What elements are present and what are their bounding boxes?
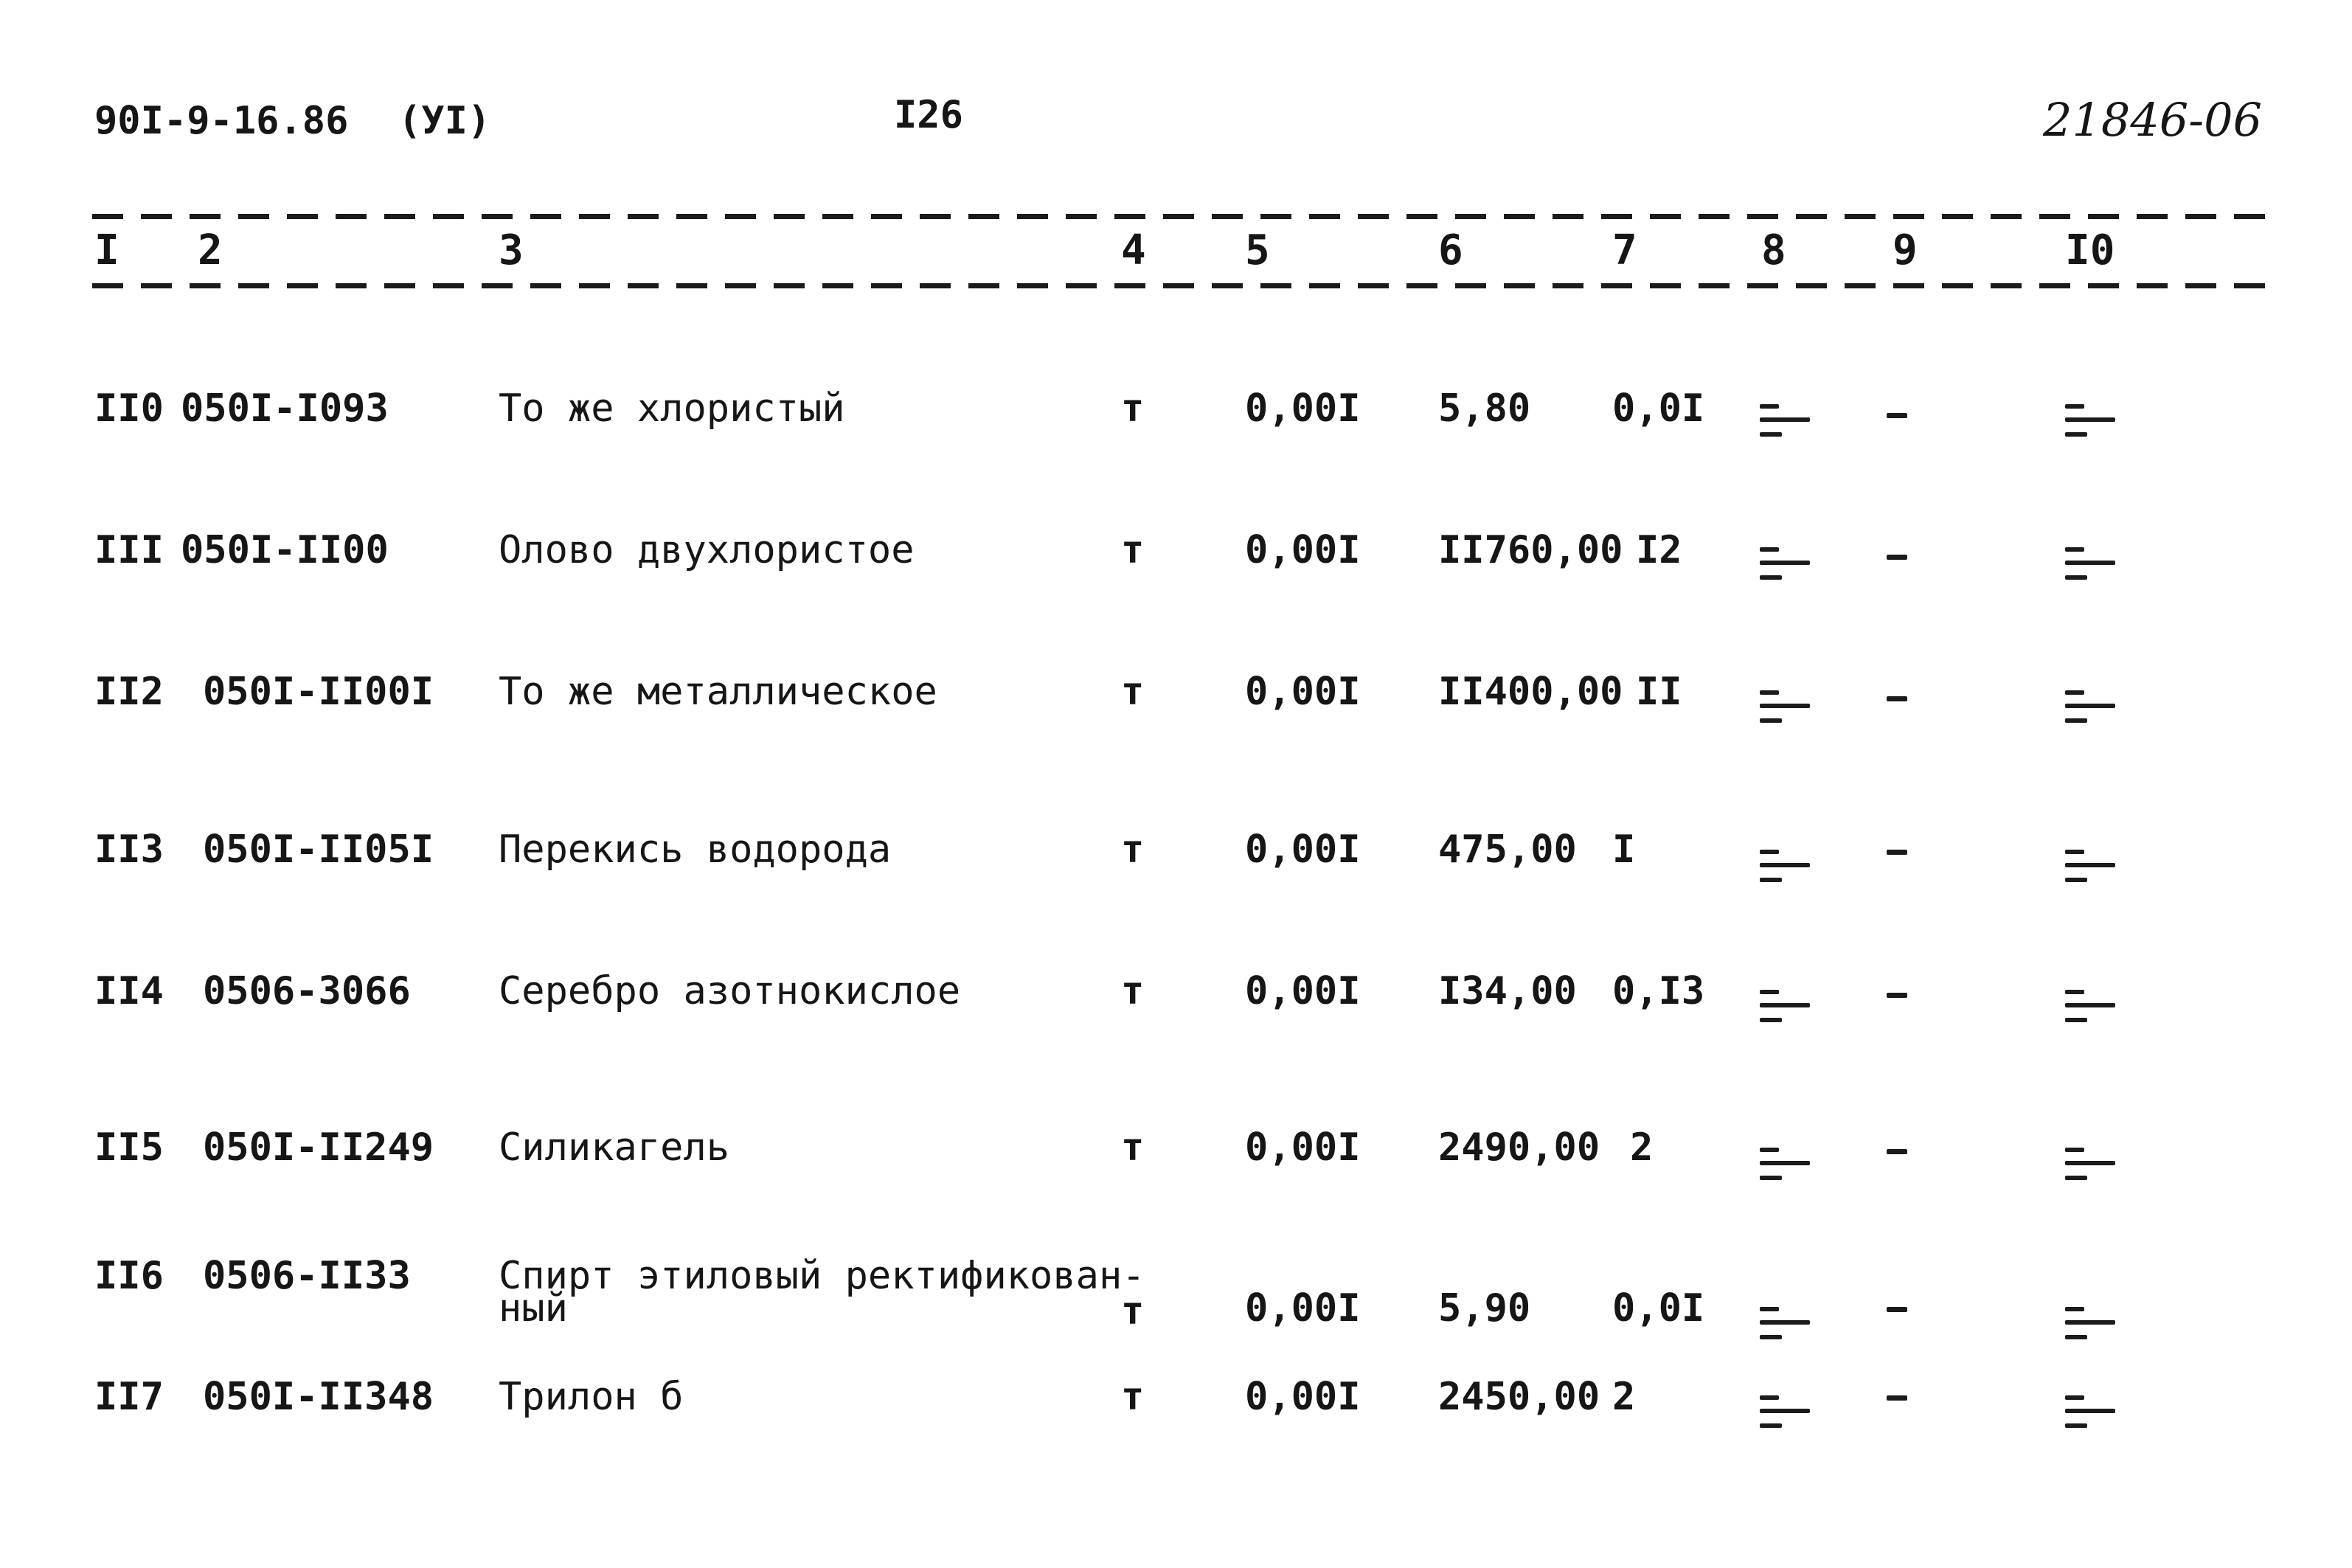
- row-name: Силикагель: [499, 1125, 730, 1170]
- row-unit: т: [1121, 386, 1145, 431]
- document-part: (УI): [398, 99, 491, 143]
- row-col7: 2: [1630, 1125, 1654, 1170]
- row-number: II6: [94, 1254, 164, 1298]
- header-top-rule: [92, 214, 2275, 219]
- dash-mark-col9: [1887, 1307, 1907, 1312]
- ditto-mark-col10: [2065, 689, 2117, 726]
- ditto-mark-col10: [2065, 1305, 2117, 1342]
- row-col5: 0,00I: [1245, 1375, 1361, 1419]
- ditto-mark-col8: [1760, 689, 1811, 726]
- ditto-mark-col10: [2065, 1394, 2117, 1431]
- row-unit: т: [1121, 528, 1145, 572]
- row-code: 050I-II249: [203, 1125, 434, 1170]
- row-col7: I2: [1636, 528, 1682, 572]
- row-col6: I34,00: [1438, 969, 1577, 1013]
- column-header-10: I0: [2065, 226, 2115, 274]
- column-header-2: 2: [198, 226, 223, 274]
- column-header-3: 3: [499, 226, 524, 274]
- ditto-mark-col10: [2065, 546, 2117, 583]
- dash-mark-col9: [1887, 696, 1907, 701]
- row-number: II2: [94, 670, 164, 714]
- row-name: Спирт этиловый ректификован-: [499, 1254, 1145, 1298]
- row-col7: 0,0I: [1612, 1286, 1705, 1331]
- row-number: II3: [94, 828, 164, 872]
- column-header-4: 4: [1121, 226, 1146, 274]
- column-header-7: 7: [1612, 226, 1637, 274]
- row-code: 050I-II00: [181, 528, 389, 572]
- dash-mark-col9: [1887, 850, 1907, 855]
- row-col7: 0,I3: [1612, 969, 1705, 1013]
- row-code: 050I-II348: [203, 1375, 434, 1419]
- ditto-mark-col8: [1760, 988, 1811, 1025]
- row-col6: II400,00: [1438, 670, 1623, 714]
- row-unit: т: [1121, 670, 1145, 714]
- row-col7: II: [1636, 670, 1682, 714]
- row-name: Перекись водорода: [499, 828, 892, 872]
- row-name: Серебро азотнокислое: [499, 969, 961, 1013]
- column-header-6: 6: [1438, 226, 1463, 274]
- row-number: II7: [94, 1375, 164, 1419]
- dash-mark-col9: [1887, 993, 1907, 998]
- ditto-mark-col8: [1760, 1146, 1811, 1183]
- document-code: 90I-9-16.86: [94, 99, 349, 143]
- row-col5: 0,00I: [1245, 828, 1361, 872]
- column-header-8: 8: [1761, 226, 1786, 274]
- row-col6: 2450,00: [1438, 1375, 1600, 1419]
- handwritten-stamp: 21846-06: [2043, 93, 2263, 147]
- row-col7: I: [1612, 828, 1636, 872]
- column-header-1: I: [94, 226, 119, 274]
- row-col7: 2: [1612, 1375, 1636, 1419]
- row-name: То же хлористый: [499, 386, 845, 431]
- row-code: 050I-I093: [181, 386, 389, 431]
- ditto-mark-col10: [2065, 988, 2117, 1025]
- row-unit: т: [1121, 1289, 1145, 1333]
- row-code: 0506-II33: [203, 1254, 411, 1298]
- row-unit: т: [1121, 969, 1145, 1013]
- row-number: II4: [94, 969, 164, 1013]
- row-name: То же металлическое: [499, 670, 937, 714]
- ditto-mark-col8: [1760, 403, 1811, 440]
- row-number: III: [94, 528, 164, 572]
- row-code: 050I-II05I: [203, 828, 434, 872]
- row-number: II0: [94, 386, 164, 431]
- row-unit: т: [1121, 1375, 1145, 1419]
- dash-mark-col9: [1887, 1395, 1907, 1401]
- row-col5: 0,00I: [1245, 1286, 1361, 1331]
- column-header-5: 5: [1245, 226, 1270, 274]
- row-col6: II760,00: [1438, 528, 1623, 572]
- dash-mark-col9: [1887, 413, 1907, 418]
- row-col6: 5,90: [1438, 1286, 1531, 1331]
- ditto-mark-col10: [2065, 1146, 2117, 1183]
- row-code: 050I-II00I: [203, 670, 434, 714]
- ditto-mark-col8: [1760, 1394, 1811, 1431]
- row-col5: 0,00I: [1245, 1125, 1361, 1170]
- row-unit: т: [1121, 828, 1145, 872]
- row-col5: 0,00I: [1245, 528, 1361, 572]
- row-col6: 2490,00: [1438, 1125, 1600, 1170]
- row-col6: 475,00: [1438, 828, 1577, 872]
- row-name-continuation: ный: [499, 1286, 568, 1331]
- column-header-9: 9: [1893, 226, 1918, 274]
- dash-mark-col9: [1887, 555, 1907, 560]
- ditto-mark-col8: [1760, 546, 1811, 583]
- row-name: Трилон б: [499, 1375, 684, 1419]
- ditto-mark-col8: [1760, 848, 1811, 885]
- row-col5: 0,00I: [1245, 670, 1361, 714]
- row-col5: 0,00I: [1245, 386, 1361, 431]
- row-col5: 0,00I: [1245, 969, 1361, 1013]
- page-number: I26: [894, 93, 963, 137]
- ditto-mark-col8: [1760, 1305, 1811, 1342]
- ditto-mark-col10: [2065, 403, 2117, 440]
- row-col7: 0,0I: [1612, 386, 1705, 431]
- row-col6: 5,80: [1438, 386, 1531, 431]
- row-number: II5: [94, 1125, 164, 1170]
- row-name: Олово двухлористое: [499, 528, 915, 572]
- row-code: 0506-3066: [203, 969, 411, 1013]
- dash-mark-col9: [1887, 1149, 1907, 1154]
- ditto-mark-col10: [2065, 848, 2117, 885]
- row-unit: т: [1121, 1125, 1145, 1170]
- header-bottom-rule: [92, 283, 2275, 288]
